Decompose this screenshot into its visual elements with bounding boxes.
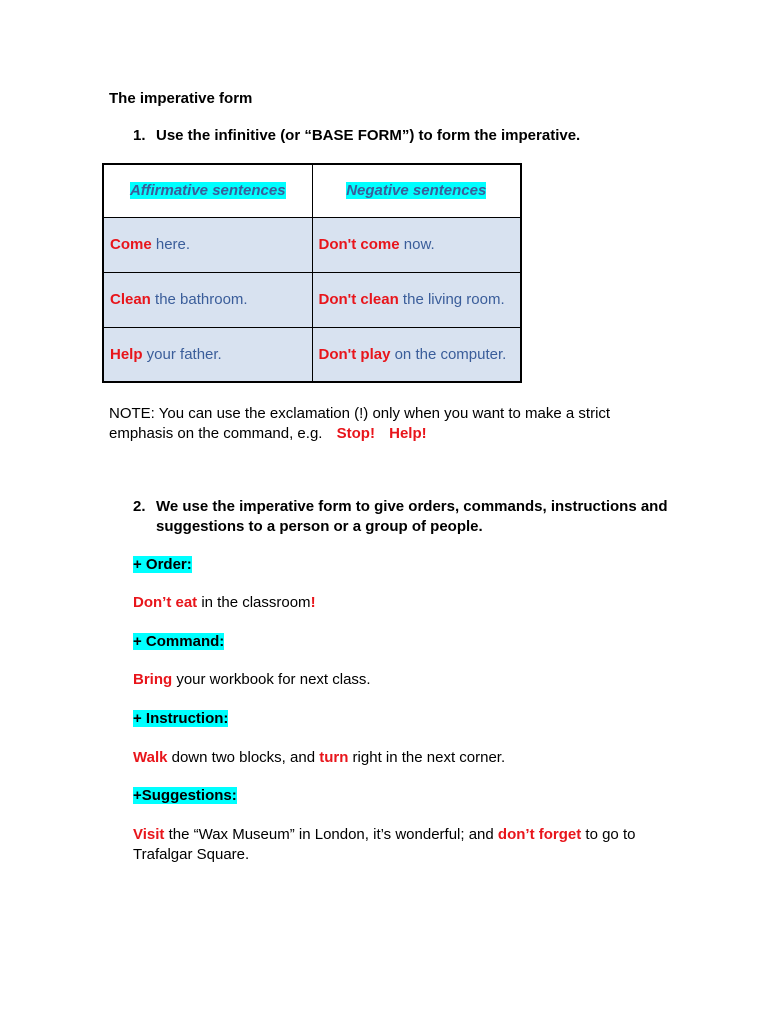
cell-verb: Don't come bbox=[318, 236, 400, 253]
cell-rest: here. bbox=[151, 236, 191, 253]
order-heading bbox=[133, 556, 192, 573]
table-cell bbox=[312, 217, 521, 272]
rule-1-number: 1. bbox=[133, 127, 146, 144]
page-title: The imperative form bbox=[109, 90, 253, 107]
cell-rest: the living room. bbox=[398, 291, 505, 308]
note bbox=[109, 404, 669, 444]
table-cell bbox=[103, 272, 312, 327]
cell-rest: on the computer. bbox=[390, 345, 507, 363]
rule-1 bbox=[133, 127, 580, 144]
cell-verb: Help bbox=[110, 345, 143, 363]
header-negative bbox=[312, 164, 521, 217]
example-verb: turn bbox=[319, 749, 349, 766]
command-example bbox=[133, 670, 673, 690]
example-rest: in the classroom bbox=[197, 594, 311, 611]
example-verb: don’t forget bbox=[497, 826, 582, 843]
order-heading-label: + Order: bbox=[133, 556, 192, 573]
order-example bbox=[133, 593, 673, 613]
note-example-stop: Stop! bbox=[336, 425, 375, 442]
table-row bbox=[103, 272, 521, 327]
instruction-heading bbox=[133, 710, 228, 727]
rule-2-number: 2. bbox=[133, 498, 146, 515]
note-text: NOTE: You can use the exclamation (!) only when you want to make a strict emphasis on the command, e.g. bbox=[109, 405, 611, 442]
command-heading bbox=[133, 633, 224, 650]
cell-rest: now. bbox=[399, 236, 435, 253]
example-rest: right in the next corner. bbox=[348, 749, 506, 766]
table-cell bbox=[312, 327, 521, 382]
rule-2 bbox=[133, 497, 673, 537]
note-example-help: Help! bbox=[389, 425, 427, 442]
instruction-example bbox=[133, 748, 673, 768]
example-rest: your workbook for next class. bbox=[172, 671, 371, 688]
cell-verb: Come bbox=[110, 236, 152, 253]
table-row bbox=[103, 217, 521, 272]
example-exclamation: ! bbox=[310, 594, 316, 611]
table-header-row bbox=[103, 164, 521, 217]
cell-verb: Don't play bbox=[318, 345, 391, 363]
example-mid: the “Wax Museum” in London, it’s wonderful; and bbox=[164, 826, 498, 843]
imperative-table bbox=[102, 163, 522, 383]
cell-rest: the bathroom. bbox=[150, 291, 248, 308]
example-verb: Don’t eat bbox=[133, 594, 198, 611]
cell-rest: your father. bbox=[142, 345, 222, 363]
example-verb: Visit bbox=[133, 826, 165, 843]
suggestions-heading-label: +Suggestions: bbox=[133, 787, 237, 804]
suggestions-example bbox=[133, 825, 673, 865]
example-verb: Walk bbox=[133, 749, 168, 766]
rule-2-text: We use the imperative form to give orders, commands, instructions and suggestions to a person or a group of people. bbox=[156, 498, 668, 535]
header-affirmative bbox=[103, 164, 312, 217]
example-rest: to go to Trafalgar Square. bbox=[133, 826, 636, 863]
suggestions-heading bbox=[133, 787, 237, 804]
cell-verb: Clean bbox=[110, 291, 151, 308]
table-cell bbox=[312, 272, 521, 327]
table-row bbox=[103, 327, 521, 382]
header-negative-label: Negative sentences bbox=[346, 182, 487, 200]
rule-1-text: Use the infinitive (or “BASE FORM”) to form the imperative. bbox=[156, 127, 581, 144]
example-mid: down two blocks, and bbox=[167, 749, 320, 766]
example-verb: Bring bbox=[133, 671, 173, 688]
table-cell bbox=[103, 217, 312, 272]
header-affirmative-label: Affirmative sentences bbox=[129, 182, 286, 200]
table-cell bbox=[103, 327, 312, 382]
command-heading-label: + Command: bbox=[133, 633, 225, 650]
instruction-heading-label: + Instruction: bbox=[133, 710, 229, 727]
cell-verb: Don't clean bbox=[318, 291, 399, 308]
